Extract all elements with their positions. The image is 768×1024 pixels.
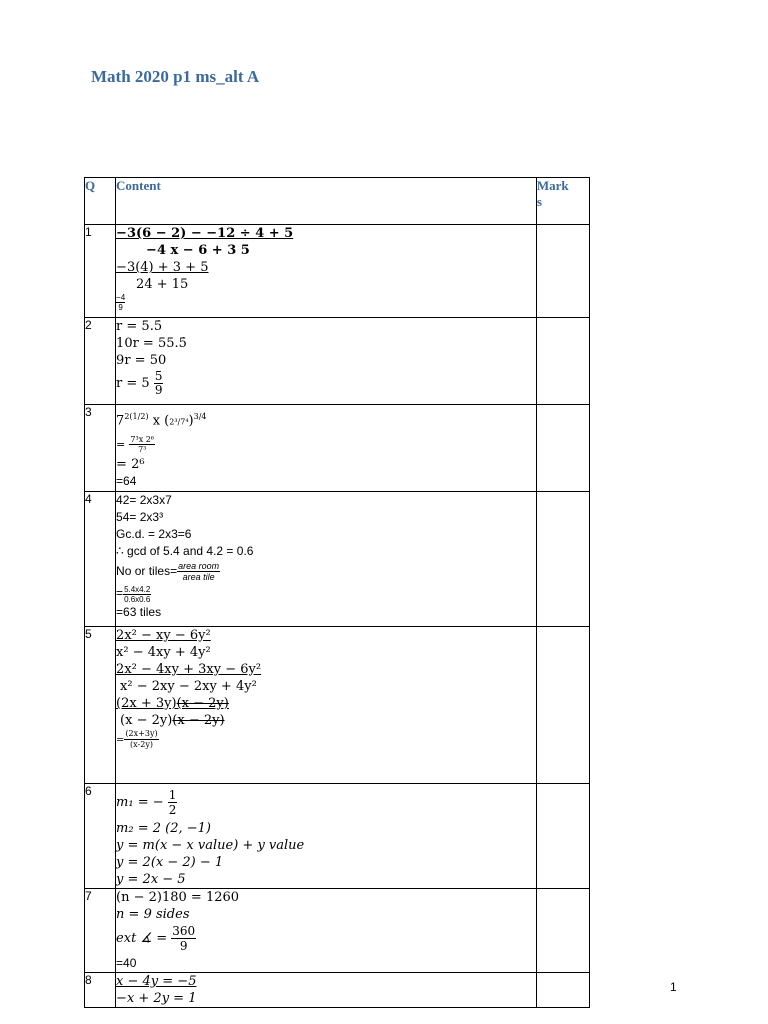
fraction-denominator: area tile	[182, 572, 215, 583]
page-number: 1	[670, 980, 677, 994]
answer-line: m₂ = 2 (2, −1)	[116, 821, 211, 836]
answer-line: )	[188, 413, 194, 429]
table-row	[85, 784, 590, 889]
answer-line: −x + 2y = 1	[116, 991, 197, 1006]
answer-line: (x − 2y)	[176, 696, 229, 711]
answer-content	[116, 225, 537, 318]
question-number: 6	[85, 784, 116, 889]
fraction-numerator: 5	[154, 369, 163, 383]
question-number: 1	[85, 225, 116, 318]
answer-line: (x − 2y)	[172, 713, 225, 728]
answer-line: ext ∡ =	[116, 931, 168, 946]
answer-content	[116, 405, 537, 492]
answer-line: m₁ = −	[116, 795, 164, 810]
answer-content	[116, 318, 537, 405]
document-title: Math 2020 p1 ms_alt A	[91, 67, 260, 86]
table-row	[85, 318, 590, 405]
marks-cell	[536, 784, 589, 889]
marking-scheme-table	[84, 177, 590, 1008]
answer-line: =64	[116, 474, 137, 489]
marks-cell	[536, 225, 589, 318]
answer-line: =	[116, 586, 124, 601]
marks-cell	[536, 318, 589, 405]
answer-content	[116, 627, 537, 784]
table-row	[85, 973, 590, 1008]
answer-line: (x − 2y)	[120, 713, 173, 728]
question-number: 7	[85, 889, 116, 973]
fraction-numerator: (2x+3y)	[125, 729, 158, 738]
answer-line: −3(6 − 2) − −12 ÷ 4 + 5	[116, 226, 294, 241]
fraction-numerator: 1	[168, 788, 177, 802]
answer-line: y = m(x − x value) + y value	[116, 838, 305, 853]
answer-line: =40	[116, 956, 137, 970]
question-number: 8	[85, 973, 116, 1008]
table-header-row	[85, 178, 590, 225]
question-number: 5	[85, 627, 116, 784]
answer-line: −3(4) + 3 + 5	[116, 260, 209, 275]
answer-content	[116, 973, 537, 1008]
marks-cell	[536, 973, 589, 1008]
answer-line: 2³/7⁴	[169, 417, 189, 427]
answer-line: 2x² − 4xy + 3xy − 6y²	[116, 662, 262, 677]
answer-line: r = 5.5̇	[116, 319, 163, 334]
answer-line: =	[116, 438, 126, 452]
fraction-numerator: 5.4x4.2	[124, 584, 151, 594]
answer-line: 54= 2x3³	[116, 510, 164, 524]
answer-line: 42= 2x3x7	[116, 493, 172, 507]
marks-cell	[536, 405, 589, 492]
fraction-numerator: 7³x 2⁶	[130, 435, 155, 445]
answer-line: r = 5	[116, 376, 150, 391]
answer-line: y = 2(x − 2) − 1	[116, 855, 224, 870]
header-q: Q	[85, 178, 116, 225]
answer-line: =63 tiles	[116, 605, 162, 620]
answer-content	[116, 492, 537, 627]
fraction-denominator: 7³	[138, 445, 147, 455]
answer-line: −4	[116, 293, 126, 302]
header-content: Content	[116, 178, 537, 225]
answer-line: =	[116, 735, 125, 746]
answer-line: y = 2x − 5	[116, 872, 186, 887]
fraction-numerator: 360	[172, 924, 196, 938]
answer-line: x² − 2xy − 2xy + 4y²	[120, 679, 257, 694]
fraction-denominator: 9	[154, 383, 163, 397]
answer-content	[116, 889, 537, 973]
answer-line: −4 x − 6 + 3 5	[146, 243, 250, 258]
marks-cell	[536, 889, 589, 973]
answer-line: No or tiles=	[116, 564, 178, 578]
answer-line: x² − 4xy + 4y²	[116, 645, 211, 660]
fraction-denominator: 0.6x0.6	[124, 594, 151, 604]
answer-line: 2(1/2)	[124, 412, 149, 421]
answer-line: x (	[152, 413, 170, 429]
answer-line: 2x² − xy − 6y²	[116, 628, 211, 643]
table-row	[85, 225, 590, 318]
answer-line: 24 + 15	[136, 277, 189, 292]
answer-line: Gc.d. = 2x3=6	[116, 527, 192, 541]
table-row	[85, 492, 590, 627]
answer-line: ∴ gcd of 5.4 and 4.2 = 0.6	[116, 544, 254, 558]
question-number: 4	[85, 492, 116, 627]
table-row	[85, 405, 590, 492]
fraction-denominator: 2	[168, 803, 177, 817]
answer-line: 3/4	[193, 412, 207, 421]
fraction-denominator: 9	[179, 939, 188, 953]
answer-line: (n − 2)180 = 1260	[116, 890, 240, 905]
answer-line: x − 4y = −5	[116, 974, 197, 989]
marks-cell	[536, 627, 589, 784]
answer-line: (2x + 3y)	[116, 696, 177, 711]
fraction-numerator: area room	[178, 561, 220, 572]
table-row	[85, 627, 590, 784]
answer-line: 9r = 50	[116, 353, 167, 368]
fraction-denominator: (x-2y)	[130, 740, 153, 749]
answer-line: 9	[118, 303, 123, 312]
answer-line: n = 9 sides	[116, 907, 190, 922]
answer-line: 7	[116, 413, 125, 429]
header-marks-line1: Mark	[536, 178, 569, 193]
header-marks-line2: s	[536, 194, 542, 209]
table-row	[85, 889, 590, 973]
marks-cell	[536, 492, 589, 627]
question-number: 3	[85, 405, 116, 492]
question-number: 2	[85, 318, 116, 405]
answer-line: 10r = 55.5̇	[116, 336, 187, 351]
answer-line: = 2⁶	[116, 457, 145, 473]
answer-content	[116, 784, 537, 889]
header-marks	[536, 178, 589, 225]
